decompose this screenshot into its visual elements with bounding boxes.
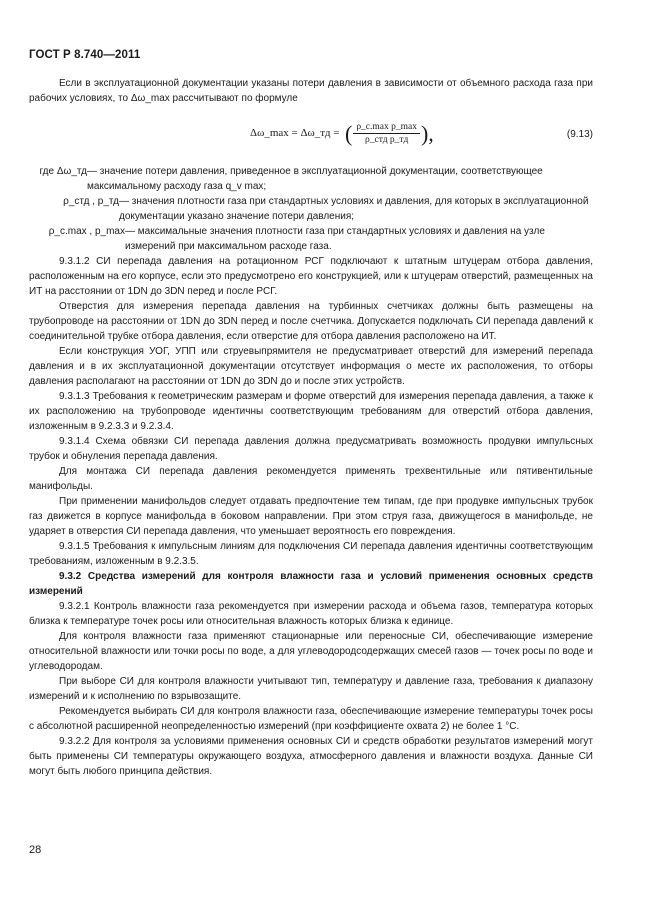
document-header: ГОСТ Р 8.740—2011 [29, 49, 141, 61]
definition-text: — значение потери давления, приведенное в эксплуатационной документации, соответствующее максимальному расходу газа q_v max; [87, 166, 543, 192]
definition-item [29, 224, 593, 254]
formula-denominator: ρ_стд p_тд [364, 135, 409, 145]
paragraph: При применении манифольдов следует отдавать предпочтение тем типам, где при продувке импульсных трубок газ движется в корпусе манифольда в боковом направлении. При этом струя газа, движущегося в манифольде, не ударяет в отверстия СИ перепада давления, что уменьшает вероятность его повреждения. [29, 496, 593, 537]
page-number: 28 [29, 844, 42, 856]
definition-text: — максимальные значения плотности газа при стандартных условиях и давления на узле измерений при максимальном расходе газа. [125, 226, 545, 252]
formula-number: (9.13) [566, 129, 593, 140]
definitions-list [29, 164, 593, 254]
formula-open-paren: ( [339, 120, 353, 146]
paragraph: 9.3.1.2 СИ перепада давления на ротационном РСГ подключают к штатным штуцерам отбора давления, расположенным на его корпусе, если это предусмотрено его конструкцией, или к штуцерам отверстий, размещенных на ИТ на расстоянии от 1DN до 3DN перед и после РСГ. [29, 256, 593, 297]
definition-symbol: где Δω_тд [39, 166, 87, 177]
definition-symbol: ρ_с.max , p_max [48, 226, 125, 237]
paragraph: 9.3.1.5 Требования к импульсным линиям для подключения СИ перепада давления идентичны соответствующим требованиям, изложенным в 9.2.3.5. [29, 541, 593, 567]
paragraph: Для контроля влажности газа применяют стационарные или переносные СИ, обеспечивающие измерение относительной влажности или точки росы по воде, а для углеводородсодержащих смесей газов — точек росы по воде и углеводородам. [29, 631, 593, 672]
intro-paragraph: Если в эксплуатационной документации указаны потери давления в зависимости от объемного расхода газа при рабочих условиях, то Δω_max рассчитывают по формуле [29, 78, 593, 104]
formula-expression [250, 121, 434, 146]
formula-numerator: ρ_с.max p_max [353, 121, 420, 134]
formula-lhs: Δω_max = Δω_тд = [250, 127, 340, 139]
formula-fraction [353, 121, 420, 146]
formula-close-paren: ), [420, 120, 434, 146]
page-content [29, 76, 593, 779]
paragraph: Для монтажа СИ перепада давления рекомендуется применять трехвентильные или пятивентильные манифольды. [29, 466, 593, 492]
section-heading: 9.3.2 Средства измерений для контроля влажности газа и условий применения основных средств измерений [29, 571, 593, 597]
definition-text: — значения плотности газа при стандартных условиях и давления, для которых в эксплуатационной документации указано значение потери давления; [119, 196, 589, 222]
paragraph: 9.3.2.1 Контроль влажности газа рекомендуется при измерении расхода и объема газов, температура которых близка к температуре точек росы или относительная влажность которых близка к единице. [29, 601, 593, 627]
paragraph: Если конструкция УОГ, УПП или струевыпрямителя не предусматривает отверстий для измерений перепада давления и в их эксплуатационной документации отсутствует информация о месте их расположения, то отборы давления располагают на расстоянии от 1DN до 3DN до и после этих устройств. [29, 346, 593, 387]
paragraph: 9.3.2.2 Для контроля за условиями применения основных СИ и средств обработки результатов измерений могут быть применены СИ температуры окружающего воздуха, атмосферного давления и влажности воздуха. Данные СИ могут быть любого принципа действия. [29, 736, 593, 777]
paragraph: 9.3.1.3 Требования к геометрическим размерам и форме отверстий для измерения перепада давления, а также к их расположению на трубопроводе идентичны соответствующим требованиям для отверстий отбора давления, изложенным в 9.2.3.3 и 9.2.3.4. [29, 391, 593, 432]
definition-symbol: ρ_стд , p_тд [63, 196, 119, 207]
paragraph: Рекомендуется выбирать СИ для контроля влажности газа, обеспечивающие измерение температуры точек росы с абсолютной расширенной неопределенностью измерений (при коэффициенте охвата 2) не более 1 °С. [29, 706, 593, 732]
definition-item [29, 164, 593, 194]
paragraph: Отверстия для измерения перепада давления на турбинных счетчиках должны быть размещены на трубопроводе на расстоянии от 1DN до 3DN перед и после счетчика. Допускается подключать СИ перепада давлений к соединительной трубке отбора давления, если отверстие для отбора давления расположено на ИТ. [29, 301, 593, 342]
paragraph: При выборе СИ для контроля влажности учитывают тип, температуру и давление газа, требования к диапазону измерений и к исполнению по взрывозащите. [29, 676, 593, 702]
definition-item [29, 194, 593, 224]
formula-9-13 [29, 119, 593, 149]
paragraph: 9.3.1.4 Схема обвязки СИ перепада давления должна предусматривать возможность продувки импульсных трубок и обнуления перепада давления. [29, 436, 593, 462]
